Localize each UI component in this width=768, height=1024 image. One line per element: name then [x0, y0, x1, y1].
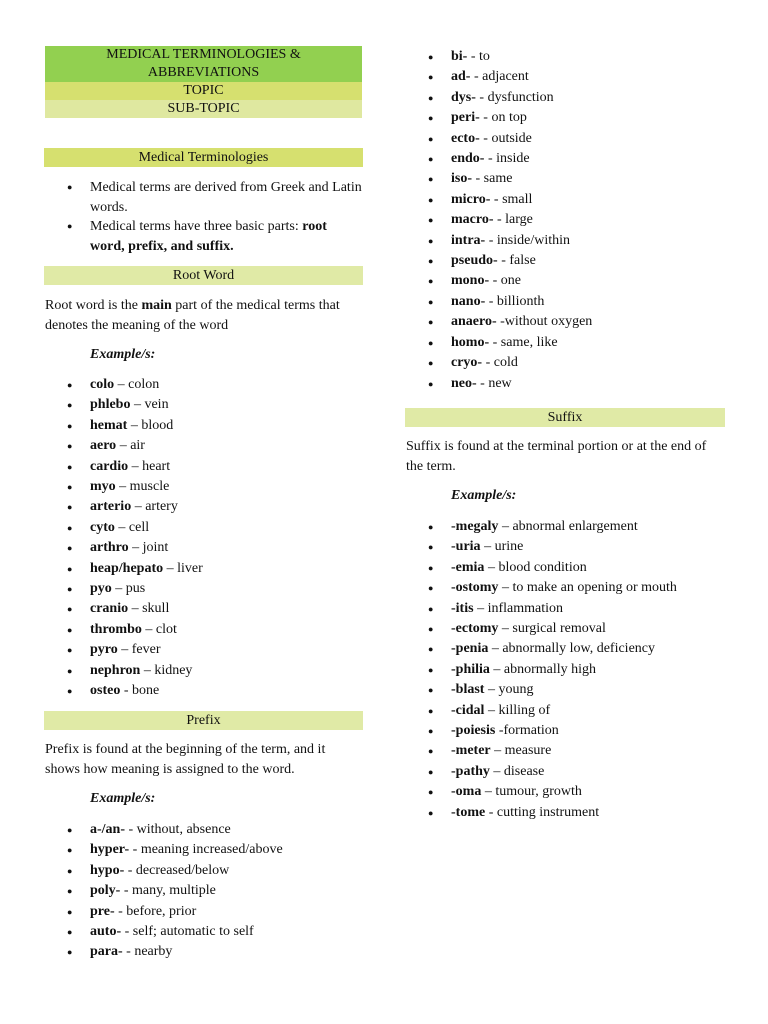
term: -blast	[451, 682, 485, 698]
title-line-2: ABBREVIATIONS	[147, 65, 260, 80]
term: nephron	[90, 662, 141, 678]
list-item	[44, 820, 363, 840]
separator: –	[490, 743, 505, 759]
meaning: many, multiple	[132, 883, 216, 899]
title-line-1: MEDICAL TERMINOLOGIES &	[106, 47, 301, 62]
meaning: tumour, growth	[495, 784, 582, 800]
list-item	[44, 661, 363, 681]
meaning: meaning increased/above	[140, 842, 283, 858]
separator: –	[128, 458, 143, 474]
term: bi-	[451, 49, 468, 64]
separator: –	[141, 621, 156, 637]
meaning: disease	[503, 763, 545, 779]
separator: -	[493, 212, 506, 228]
prefix-description: Prefix is found at the beginning of the term, and it shows how meaning is assigned to the word.	[45, 742, 326, 777]
meaning: vein	[144, 397, 169, 413]
meaning: dysfunction	[487, 89, 554, 105]
meaning: measure	[504, 743, 552, 759]
term: hyper-	[90, 842, 130, 858]
list-item	[44, 538, 363, 558]
separator: –	[488, 641, 503, 657]
separator: -	[479, 110, 492, 126]
list-item	[405, 210, 725, 230]
list-item	[44, 902, 363, 922]
term: anaero-	[451, 314, 497, 330]
term: dys-	[451, 89, 476, 105]
term: -itis	[451, 600, 474, 616]
list-item	[405, 169, 725, 189]
subtopic-label: SUB-TOPIC	[45, 100, 362, 118]
list-item	[405, 558, 725, 578]
term: a-/an-	[90, 822, 125, 837]
meaning: to make an opening or mouth	[512, 580, 677, 596]
meaning: urine	[494, 539, 524, 555]
term: -cidal	[451, 702, 485, 718]
meaning: clot	[155, 621, 177, 637]
meaning: large	[505, 212, 533, 228]
separator: –	[498, 621, 513, 637]
list-item	[44, 217, 363, 256]
term: -philia	[451, 661, 490, 677]
separator: -	[124, 862, 136, 878]
list-item	[405, 762, 725, 782]
separator: -	[482, 355, 494, 371]
separator: –	[481, 784, 496, 800]
list-item	[405, 312, 725, 332]
list-item	[44, 942, 363, 962]
section-heading-root-word: Root Word	[44, 266, 363, 285]
term: cyto	[90, 519, 115, 535]
meaning: pus	[125, 581, 146, 597]
list-item	[44, 922, 363, 942]
separator: –	[163, 560, 178, 576]
separator: –	[114, 519, 129, 535]
meaning: billionth	[496, 293, 545, 309]
term: heap/hepato	[90, 560, 164, 576]
separator: –	[498, 580, 513, 596]
term: osteo	[90, 683, 121, 699]
term: pyo	[90, 581, 112, 597]
root-word-description	[45, 296, 355, 336]
term: macro-	[451, 212, 494, 228]
list-item	[405, 231, 725, 251]
root-word-list	[44, 375, 363, 702]
separator: -	[485, 804, 497, 820]
meaning: before, prior	[126, 903, 197, 919]
list-item	[405, 619, 725, 639]
term: intra-	[451, 232, 486, 248]
term: -tome	[451, 804, 486, 820]
separator: –	[117, 642, 132, 658]
meaning: liver	[177, 560, 203, 576]
separator: -	[489, 334, 501, 350]
list-item	[405, 578, 725, 598]
meaning: blood condition	[498, 559, 587, 575]
section-heading-prefix: Prefix	[44, 711, 363, 730]
separator: -	[485, 293, 497, 309]
separator: -	[120, 683, 132, 699]
meaning: abnormally high	[503, 661, 597, 677]
meaning: air	[130, 438, 145, 454]
meaning: cutting instrument	[496, 804, 600, 820]
separator: –	[480, 539, 495, 555]
separator: –	[114, 377, 129, 392]
meaning: kidney	[154, 662, 193, 678]
term: -oma	[451, 784, 482, 800]
list-item	[44, 375, 363, 395]
list-item	[44, 620, 363, 640]
list-item	[44, 640, 363, 660]
meaning: to	[479, 49, 490, 64]
meaning: on top	[491, 110, 527, 126]
list-item	[405, 108, 725, 128]
separator: –	[128, 540, 143, 556]
meaning: small	[502, 191, 533, 207]
separator: -	[125, 822, 137, 837]
meaning: surgical removal	[512, 621, 606, 637]
term: hemat	[90, 417, 128, 433]
term: auto-	[90, 924, 122, 940]
meaning: killing of	[498, 702, 551, 718]
meaning: decreased/below	[135, 862, 230, 878]
term: homo-	[451, 334, 490, 350]
root-desc-after: part of the medical terms that denotes the meaning of the word	[45, 298, 340, 333]
topic-label: TOPIC	[45, 82, 362, 100]
separator: –	[484, 559, 499, 575]
separator: -	[472, 171, 484, 187]
list-item	[405, 88, 725, 108]
list-item	[44, 477, 363, 497]
term: pseudo-	[451, 253, 498, 269]
list-item	[44, 599, 363, 619]
separator: -	[497, 253, 510, 269]
list-item	[44, 395, 363, 415]
prefix-list-right	[405, 47, 725, 394]
meaning: one	[500, 273, 522, 289]
term: arterio	[90, 499, 132, 515]
separator: -	[476, 375, 489, 391]
term: aero	[90, 438, 117, 454]
separator: –	[484, 702, 499, 718]
term: neo-	[451, 375, 477, 391]
term: pyro	[90, 642, 118, 658]
meaning: fever	[131, 642, 161, 658]
list-item	[405, 803, 725, 823]
meaning: abnormal enlargement	[512, 519, 638, 534]
meaning: heart	[142, 458, 171, 474]
document-title	[45, 46, 362, 82]
separator: –	[484, 682, 499, 698]
term: -emia	[451, 559, 485, 575]
list-item	[405, 701, 725, 721]
separator: –	[116, 438, 131, 454]
separator: -	[496, 314, 505, 330]
term: pre-	[90, 903, 115, 919]
suffix-list	[405, 517, 725, 823]
separator: –	[473, 600, 488, 616]
title-banner	[45, 46, 362, 118]
suffix-example-label: Example/s:	[451, 488, 517, 503]
meaning: false	[509, 253, 536, 269]
root-example-label: Example/s:	[90, 347, 156, 362]
separator: -	[479, 130, 492, 146]
meaning: inside	[496, 151, 530, 167]
list-item	[44, 681, 363, 701]
term: -penia	[451, 641, 489, 657]
list-item	[44, 416, 363, 436]
separator: –	[489, 763, 504, 779]
term: cryo-	[451, 355, 483, 371]
list-item	[44, 840, 363, 860]
meaning: formation	[503, 723, 559, 739]
list-item	[405, 537, 725, 557]
meaning: same	[483, 171, 513, 187]
term: peri-	[451, 110, 480, 126]
term: ad-	[451, 69, 471, 85]
list-item	[405, 599, 725, 619]
meaning: new	[488, 375, 512, 391]
term: -pathy	[451, 763, 490, 779]
list-item	[405, 333, 725, 353]
list-item	[405, 680, 725, 700]
intro-text: Medical terms have three basic parts:	[90, 219, 303, 234]
list-item	[405, 741, 725, 761]
list-item	[405, 721, 725, 741]
term: arthro	[90, 540, 129, 556]
section-heading-medical-terminologies: Medical Terminologies	[44, 148, 363, 167]
term: colo	[90, 377, 115, 392]
term: cardio	[90, 458, 129, 474]
separator: -	[120, 883, 133, 899]
list-item	[44, 518, 363, 538]
list-item	[405, 149, 725, 169]
suffix-description: Suffix is found at the terminal portion or at the end of the term.	[406, 439, 707, 474]
section-heading-suffix: Suffix	[405, 408, 725, 427]
list-item	[405, 190, 725, 210]
term: nano-	[451, 293, 486, 309]
term: cranio	[90, 601, 129, 617]
term: para-	[90, 944, 123, 960]
meaning: abnormally low, deficiency	[502, 641, 655, 657]
separator: -	[121, 924, 133, 940]
separator: -	[490, 191, 503, 207]
separator: –	[489, 661, 504, 677]
term: mono-	[451, 273, 490, 289]
meaning: without oxygen	[504, 314, 593, 330]
term: endo-	[451, 151, 485, 167]
term: micro-	[451, 191, 491, 207]
separator: –	[498, 519, 513, 534]
list-item	[405, 129, 725, 149]
list-item	[44, 436, 363, 456]
meaning: artery	[145, 499, 178, 515]
meaning: muscle	[129, 479, 170, 495]
separator: –	[131, 499, 146, 515]
list-item	[44, 861, 363, 881]
term: ecto-	[451, 130, 480, 146]
meaning: without, absence	[136, 822, 231, 837]
list-item	[405, 67, 725, 87]
separator: -	[489, 273, 501, 289]
list-item	[405, 251, 725, 271]
term: -uria	[451, 539, 481, 555]
separator: –	[128, 601, 143, 617]
meaning: bone	[132, 683, 160, 699]
list-item	[405, 517, 725, 537]
separator: -	[484, 151, 497, 167]
term: myo	[90, 479, 116, 495]
separator: -	[114, 903, 127, 919]
list-item	[405, 292, 725, 312]
intro-text: Medical terms are derived from Greek and Latin words.	[90, 180, 362, 215]
meaning: young	[498, 682, 534, 698]
separator: -	[485, 232, 497, 248]
meaning: same, like	[500, 334, 558, 350]
term: -poiesis	[451, 723, 496, 739]
term: phlebo	[90, 397, 131, 413]
intro-bold-text: root word, prefix, and suffix.	[90, 219, 327, 254]
list-item	[44, 881, 363, 901]
term: -ectomy	[451, 621, 499, 637]
separator: –	[127, 417, 142, 433]
list-item	[405, 660, 725, 680]
meaning: cold	[493, 355, 518, 371]
list-item	[44, 579, 363, 599]
meaning: colon	[128, 377, 160, 392]
meaning: cell	[128, 519, 150, 535]
list-item	[405, 374, 725, 394]
meaning: inflammation	[487, 600, 563, 616]
root-desc-before: Root word is the	[45, 298, 142, 313]
intro-list	[44, 178, 363, 256]
list-item	[405, 353, 725, 373]
term: iso-	[451, 171, 472, 187]
separator: -	[475, 89, 488, 105]
meaning: blood	[141, 417, 174, 433]
meaning: outside	[491, 130, 532, 146]
separator: –	[115, 479, 130, 495]
meaning: self; automatic to self	[132, 924, 254, 940]
separator: -	[129, 842, 141, 858]
term: -ostomy	[451, 580, 499, 596]
list-item	[405, 47, 725, 67]
separator: -	[495, 723, 504, 739]
list-item	[405, 782, 725, 802]
list-item	[405, 271, 725, 291]
term: -megaly	[451, 519, 499, 534]
list-item	[405, 639, 725, 659]
list-item	[44, 559, 363, 579]
separator: –	[130, 397, 145, 413]
meaning: inside/within	[496, 232, 571, 248]
list-item	[44, 178, 363, 217]
meaning: skull	[142, 601, 170, 617]
prefix-list-left	[44, 820, 363, 963]
prefix-example-label: Example/s:	[90, 791, 156, 806]
term: hypo-	[90, 862, 125, 878]
term: -meter	[451, 743, 491, 759]
separator: -	[470, 69, 483, 85]
separator: -	[122, 944, 135, 960]
meaning: adjacent	[482, 69, 529, 85]
term: poly-	[90, 883, 121, 899]
term: thrombo	[90, 621, 142, 637]
list-item	[44, 457, 363, 477]
separator: -	[467, 49, 480, 64]
separator: –	[140, 662, 155, 678]
separator: –	[111, 581, 126, 597]
meaning: joint	[142, 540, 169, 556]
meaning: nearby	[134, 944, 173, 960]
root-desc-bold: main	[141, 298, 172, 313]
list-item	[44, 497, 363, 517]
